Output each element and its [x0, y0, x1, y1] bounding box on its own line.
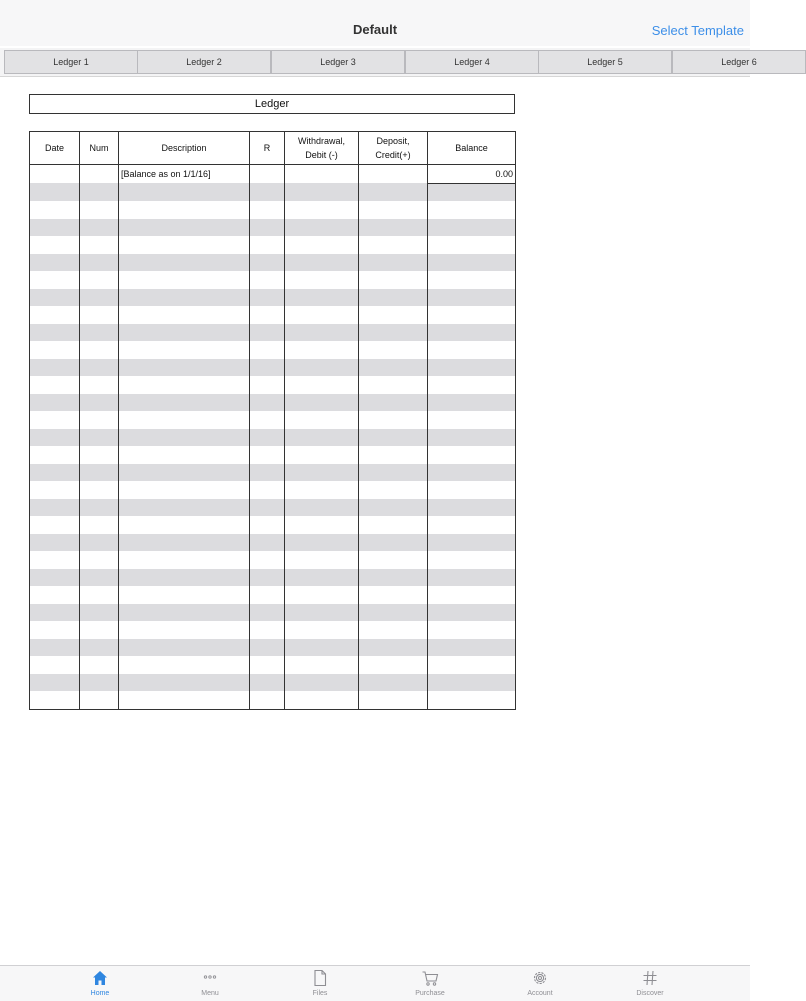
reconcile-cell[interactable] — [250, 324, 285, 342]
num-cell[interactable] — [80, 656, 119, 674]
table-row — [30, 306, 516, 324]
reconcile-cell[interactable] — [250, 674, 285, 692]
num-cell[interactable] — [80, 376, 119, 394]
table-row — [30, 183, 516, 201]
balance-cell[interactable] — [428, 674, 516, 692]
description-cell[interactable] — [119, 551, 250, 569]
description-cell[interactable] — [119, 499, 250, 517]
withdrawal-cell[interactable] — [285, 464, 359, 482]
reconcile-cell[interactable] — [250, 394, 285, 412]
table-row — [30, 201, 516, 219]
deposit-cell[interactable] — [359, 569, 428, 587]
reconcile-cell[interactable] — [250, 219, 285, 237]
balance-cell[interactable] — [428, 236, 516, 254]
deposit-cell[interactable] — [359, 691, 428, 709]
balance-cell[interactable] — [428, 341, 516, 359]
tab-ledger-5[interactable]: Ledger 5 — [538, 50, 672, 74]
reconcile-cell[interactable] — [250, 569, 285, 587]
balance-cell[interactable] — [428, 429, 516, 447]
home-icon — [91, 969, 109, 987]
column-header-description: Description — [119, 132, 250, 165]
description-cell[interactable] — [119, 306, 250, 324]
withdrawal-cell[interactable] — [285, 481, 359, 499]
description-cell[interactable] — [119, 236, 250, 254]
num-cell[interactable] — [80, 359, 119, 377]
num-cell[interactable] — [80, 586, 119, 604]
tabbar-menu[interactable] — [170, 969, 250, 997]
column-header-deposit — [359, 132, 428, 165]
description-cell[interactable] — [119, 324, 250, 342]
column-header-date: Date — [30, 132, 80, 165]
file-icon — [311, 969, 329, 987]
num-cell[interactable] — [80, 551, 119, 569]
num-cell[interactable] — [80, 324, 119, 342]
reconcile-cell[interactable] — [250, 341, 285, 359]
description-cell[interactable] — [119, 639, 250, 657]
balance-cell[interactable] — [428, 201, 516, 219]
table-row — [30, 656, 516, 674]
num-cell[interactable] — [80, 429, 119, 447]
balance-cell[interactable] — [428, 219, 516, 237]
deposit-cell[interactable] — [359, 183, 428, 201]
table-row — [30, 359, 516, 377]
description-cell[interactable] — [119, 586, 250, 604]
table-row — [30, 691, 516, 709]
withdrawal-cell[interactable] — [285, 586, 359, 604]
table-row — [30, 271, 516, 289]
balance-cell[interactable] — [428, 569, 516, 587]
date-cell[interactable] — [30, 516, 80, 534]
balance-cell[interactable] — [428, 621, 516, 639]
tabbar-files-label: Files — [312, 990, 328, 997]
num-cell[interactable] — [80, 289, 119, 307]
description-cell[interactable] — [119, 516, 250, 534]
num-cell[interactable] — [80, 446, 119, 464]
page-title: Default — [352, 22, 398, 37]
balance-cell[interactable] — [428, 691, 516, 709]
date-cell[interactable] — [30, 586, 80, 604]
num-cell[interactable] — [80, 201, 119, 219]
more-dots-icon — [201, 969, 219, 987]
description-cell[interactable] — [119, 201, 250, 219]
date-cell[interactable] — [30, 289, 80, 307]
deposit-cell[interactable] — [359, 165, 428, 184]
balance-cell[interactable] — [428, 324, 516, 342]
date-cell[interactable] — [30, 499, 80, 517]
table-row — [30, 551, 516, 569]
description-cell[interactable] — [119, 534, 250, 552]
deposit-cell[interactable] — [359, 446, 428, 464]
description-cell[interactable] — [119, 183, 250, 201]
table-row — [30, 165, 516, 184]
num-cell[interactable] — [80, 219, 119, 237]
table-row — [30, 516, 516, 534]
deposit-cell[interactable] — [359, 306, 428, 324]
tabbar-home[interactable] — [60, 969, 140, 997]
reconcile-cell[interactable] — [250, 183, 285, 201]
balance-cell[interactable]: 0.00 — [428, 165, 516, 184]
withdrawal-cell[interactable] — [285, 516, 359, 534]
description-cell[interactable] — [119, 621, 250, 639]
description-cell[interactable] — [119, 481, 250, 499]
reconcile-cell[interactable] — [250, 656, 285, 674]
deposit-cell[interactable] — [359, 534, 428, 552]
deposit-cell[interactable] — [359, 394, 428, 412]
withdrawal-cell[interactable] — [285, 656, 359, 674]
table-row — [30, 639, 516, 657]
description-cell[interactable] — [119, 271, 250, 289]
description-cell[interactable] — [119, 691, 250, 709]
tabbar-account[interactable] — [500, 969, 580, 997]
withdrawal-cell[interactable] — [285, 219, 359, 237]
column-header-num: Num — [80, 132, 119, 165]
withdrawal-cell[interactable] — [285, 254, 359, 272]
balance-cell[interactable] — [428, 586, 516, 604]
date-cell[interactable] — [30, 271, 80, 289]
reconcile-cell[interactable] — [250, 691, 285, 709]
balance-cell[interactable] — [428, 499, 516, 517]
deposit-cell[interactable] — [359, 464, 428, 482]
deposit-cell[interactable] — [359, 499, 428, 517]
date-cell[interactable] — [30, 165, 80, 184]
date-cell[interactable] — [30, 674, 80, 692]
withdrawal-cell[interactable] — [285, 569, 359, 587]
date-cell[interactable] — [30, 376, 80, 394]
withdrawal-cell[interactable] — [285, 429, 359, 447]
date-cell[interactable] — [30, 464, 80, 482]
table-row — [30, 289, 516, 307]
tabbar-home-label: Home — [90, 990, 110, 997]
reconcile-cell[interactable] — [250, 446, 285, 464]
description-cell[interactable] — [119, 604, 250, 622]
balance-cell[interactable] — [428, 534, 516, 552]
column-header-balance: Balance — [428, 132, 516, 165]
tabbar-files[interactable] — [280, 969, 360, 997]
withdrawal-cell[interactable] — [285, 394, 359, 412]
reconcile-cell[interactable] — [250, 604, 285, 622]
deposit-cell[interactable] — [359, 586, 428, 604]
reconcile-cell[interactable] — [250, 289, 285, 307]
withdrawal-cell[interactable] — [285, 306, 359, 324]
table-row — [30, 586, 516, 604]
deposit-cell[interactable] — [359, 271, 428, 289]
withdrawal-cell[interactable] — [285, 604, 359, 622]
column-header-withdrawal — [285, 132, 359, 165]
withdrawal-cell[interactable] — [285, 341, 359, 359]
deposit-cell[interactable] — [359, 621, 428, 639]
balance-cell[interactable] — [428, 254, 516, 272]
withdrawal-cell[interactable] — [285, 201, 359, 219]
deposit-cell[interactable] — [359, 516, 428, 534]
description-cell[interactable] — [119, 254, 250, 272]
reconcile-cell[interactable] — [250, 586, 285, 604]
tabbar-purchase-label: Purchase — [415, 990, 445, 997]
description-cell[interactable] — [119, 341, 250, 359]
description-cell[interactable] — [119, 674, 250, 692]
deposit-label-line2: Credit(+) — [375, 150, 411, 160]
balance-cell[interactable] — [428, 394, 516, 412]
table-row — [30, 376, 516, 394]
balance-cell[interactable] — [428, 604, 516, 622]
deposit-cell[interactable] — [359, 359, 428, 377]
date-cell[interactable] — [30, 306, 80, 324]
tabbar-discover[interactable] — [610, 969, 690, 997]
description-cell[interactable] — [119, 464, 250, 482]
balance-cell[interactable] — [428, 271, 516, 289]
reconcile-cell[interactable] — [250, 165, 285, 184]
deposit-cell[interactable] — [359, 551, 428, 569]
num-cell[interactable] — [80, 534, 119, 552]
date-cell[interactable] — [30, 254, 80, 272]
date-cell[interactable] — [30, 219, 80, 237]
date-cell[interactable] — [30, 639, 80, 657]
deposit-cell[interactable] — [359, 201, 428, 219]
table-row — [30, 481, 516, 499]
date-cell[interactable] — [30, 394, 80, 412]
num-cell[interactable] — [80, 341, 119, 359]
table-row — [30, 534, 516, 552]
date-cell[interactable] — [30, 691, 80, 709]
reconcile-cell[interactable] — [250, 621, 285, 639]
balance-cell[interactable] — [428, 639, 516, 657]
date-cell[interactable] — [30, 534, 80, 552]
num-cell[interactable] — [80, 183, 119, 201]
num-cell[interactable] — [80, 306, 119, 324]
num-cell[interactable] — [80, 499, 119, 517]
deposit-cell[interactable] — [359, 411, 428, 429]
balance-cell[interactable] — [428, 411, 516, 429]
deposit-cell[interactable] — [359, 604, 428, 622]
withdrawal-cell[interactable] — [285, 534, 359, 552]
deposit-cell[interactable] — [359, 254, 428, 272]
num-cell[interactable] — [80, 604, 119, 622]
deposit-cell[interactable] — [359, 219, 428, 237]
reconcile-cell[interactable] — [250, 499, 285, 517]
withdrawal-cell[interactable] — [285, 639, 359, 657]
reconcile-cell[interactable] — [250, 271, 285, 289]
description-cell[interactable] — [119, 446, 250, 464]
balance-cell[interactable] — [428, 183, 516, 201]
date-cell[interactable] — [30, 656, 80, 674]
withdrawal-cell[interactable] — [285, 271, 359, 289]
withdrawal-cell[interactable] — [285, 324, 359, 342]
withdrawal-cell[interactable] — [285, 499, 359, 517]
date-cell[interactable] — [30, 341, 80, 359]
num-cell[interactable] — [80, 621, 119, 639]
hashtag-icon — [641, 969, 659, 987]
reconcile-cell[interactable] — [250, 551, 285, 569]
num-cell[interactable] — [80, 481, 119, 499]
deposit-cell[interactable] — [359, 429, 428, 447]
navigation-bar — [0, 0, 750, 46]
tab-ledger-3[interactable]: Ledger 3 — [271, 50, 405, 74]
table-row — [30, 499, 516, 517]
description-cell[interactable] — [119, 429, 250, 447]
reconcile-cell[interactable] — [250, 376, 285, 394]
withdrawal-label-line1: Withdrawal, — [297, 136, 345, 146]
table-row — [30, 674, 516, 692]
tab-ledger-4[interactable]: Ledger 4 — [405, 50, 539, 74]
description-cell[interactable] — [119, 359, 250, 377]
withdrawal-cell[interactable] — [285, 691, 359, 709]
table-row — [30, 621, 516, 639]
select-template-button[interactable]: Select Template — [651, 23, 744, 38]
deposit-cell[interactable] — [359, 324, 428, 342]
withdrawal-cell[interactable] — [285, 376, 359, 394]
deposit-cell[interactable] — [359, 674, 428, 692]
table-row — [30, 219, 516, 237]
column-header-r: R — [250, 132, 285, 165]
withdrawal-cell[interactable] — [285, 621, 359, 639]
withdrawal-cell[interactable] — [285, 411, 359, 429]
tabbar-purchase[interactable] — [390, 969, 470, 997]
reconcile-cell[interactable] — [250, 429, 285, 447]
reconcile-cell[interactable] — [250, 534, 285, 552]
sheet-tabs — [0, 48, 757, 77]
withdrawal-cell[interactable] — [285, 289, 359, 307]
sheet-title: Ledger — [29, 94, 515, 114]
date-cell[interactable] — [30, 569, 80, 587]
balance-cell[interactable] — [428, 376, 516, 394]
num-cell[interactable] — [80, 165, 119, 184]
reconcile-cell[interactable] — [250, 306, 285, 324]
table-row — [30, 411, 516, 429]
table-row — [30, 341, 516, 359]
balance-cell[interactable] — [428, 289, 516, 307]
withdrawal-cell[interactable] — [285, 236, 359, 254]
description-cell[interactable] — [119, 394, 250, 412]
header-row — [30, 132, 516, 165]
date-cell[interactable] — [30, 481, 80, 499]
cart-icon — [421, 969, 439, 987]
description-cell[interactable]: [Balance as on 1/1/16] — [119, 165, 250, 184]
description-cell[interactable] — [119, 656, 250, 674]
deposit-cell[interactable] — [359, 639, 428, 657]
table-row — [30, 446, 516, 464]
tabbar-discover-label: Discover — [636, 990, 664, 997]
table-row — [30, 604, 516, 622]
date-cell[interactable] — [30, 359, 80, 377]
date-cell[interactable] — [30, 324, 80, 342]
balance-cell[interactable] — [428, 306, 516, 324]
deposit-cell[interactable] — [359, 289, 428, 307]
reconcile-cell[interactable] — [250, 464, 285, 482]
num-cell[interactable] — [80, 639, 119, 657]
date-cell[interactable] — [30, 429, 80, 447]
num-cell[interactable] — [80, 691, 119, 709]
table-row — [30, 254, 516, 272]
table-row — [30, 569, 516, 587]
balance-cell[interactable] — [428, 446, 516, 464]
num-cell[interactable] — [80, 271, 119, 289]
table-row — [30, 324, 516, 342]
date-cell[interactable] — [30, 236, 80, 254]
description-cell[interactable] — [119, 219, 250, 237]
balance-cell[interactable] — [428, 359, 516, 377]
reconcile-cell[interactable] — [250, 254, 285, 272]
description-cell[interactable] — [119, 376, 250, 394]
date-cell[interactable] — [30, 551, 80, 569]
table-row — [30, 464, 516, 482]
withdrawal-cell[interactable] — [285, 183, 359, 201]
withdrawal-cell[interactable] — [285, 359, 359, 377]
num-cell[interactable] — [80, 411, 119, 429]
balance-cell[interactable] — [428, 551, 516, 569]
withdrawal-cell[interactable] — [285, 446, 359, 464]
date-cell[interactable] — [30, 183, 80, 201]
deposit-cell[interactable] — [359, 376, 428, 394]
tab-ledger-2[interactable]: Ledger 2 — [137, 50, 271, 74]
deposit-cell[interactable] — [359, 236, 428, 254]
num-cell[interactable] — [80, 674, 119, 692]
reconcile-cell[interactable] — [250, 201, 285, 219]
balance-cell[interactable] — [428, 464, 516, 482]
withdrawal-cell[interactable] — [285, 551, 359, 569]
date-cell[interactable] — [30, 411, 80, 429]
reconcile-cell[interactable] — [250, 411, 285, 429]
description-cell[interactable] — [119, 289, 250, 307]
num-cell[interactable] — [80, 394, 119, 412]
num-cell[interactable] — [80, 516, 119, 534]
reconcile-cell[interactable] — [250, 236, 285, 254]
reconcile-cell[interactable] — [250, 516, 285, 534]
bottom-tab-bar — [0, 965, 750, 1001]
withdrawal-label-line2: Debit (-) — [305, 150, 338, 160]
date-cell[interactable] — [30, 446, 80, 464]
reconcile-cell[interactable] — [250, 481, 285, 499]
balance-cell[interactable] — [428, 516, 516, 534]
date-cell[interactable] — [30, 621, 80, 639]
table-row — [30, 429, 516, 447]
table-row — [30, 236, 516, 254]
num-cell[interactable] — [80, 236, 119, 254]
num-cell[interactable] — [80, 569, 119, 587]
balance-cell[interactable] — [428, 481, 516, 499]
date-cell[interactable] — [30, 201, 80, 219]
date-cell[interactable] — [30, 604, 80, 622]
deposit-cell[interactable] — [359, 481, 428, 499]
tab-ledger-1[interactable]: Ledger 1 — [4, 50, 138, 74]
tabbar-menu-label: Menu — [201, 990, 219, 997]
tab-ledger-6[interactable]: Ledger 6 — [672, 50, 806, 74]
description-cell[interactable] — [119, 411, 250, 429]
num-cell[interactable] — [80, 254, 119, 272]
gear-icon — [531, 969, 549, 987]
table-row — [30, 394, 516, 412]
withdrawal-cell[interactable] — [285, 165, 359, 184]
reconcile-cell[interactable] — [250, 639, 285, 657]
deposit-cell[interactable] — [359, 341, 428, 359]
tabbar-account-label: Account — [527, 990, 553, 997]
ledger-table — [29, 131, 516, 710]
deposit-cell[interactable] — [359, 656, 428, 674]
num-cell[interactable] — [80, 464, 119, 482]
withdrawal-cell[interactable] — [285, 674, 359, 692]
balance-cell[interactable] — [428, 656, 516, 674]
reconcile-cell[interactable] — [250, 359, 285, 377]
deposit-label-line1: Deposit, — [376, 136, 410, 146]
description-cell[interactable] — [119, 569, 250, 587]
